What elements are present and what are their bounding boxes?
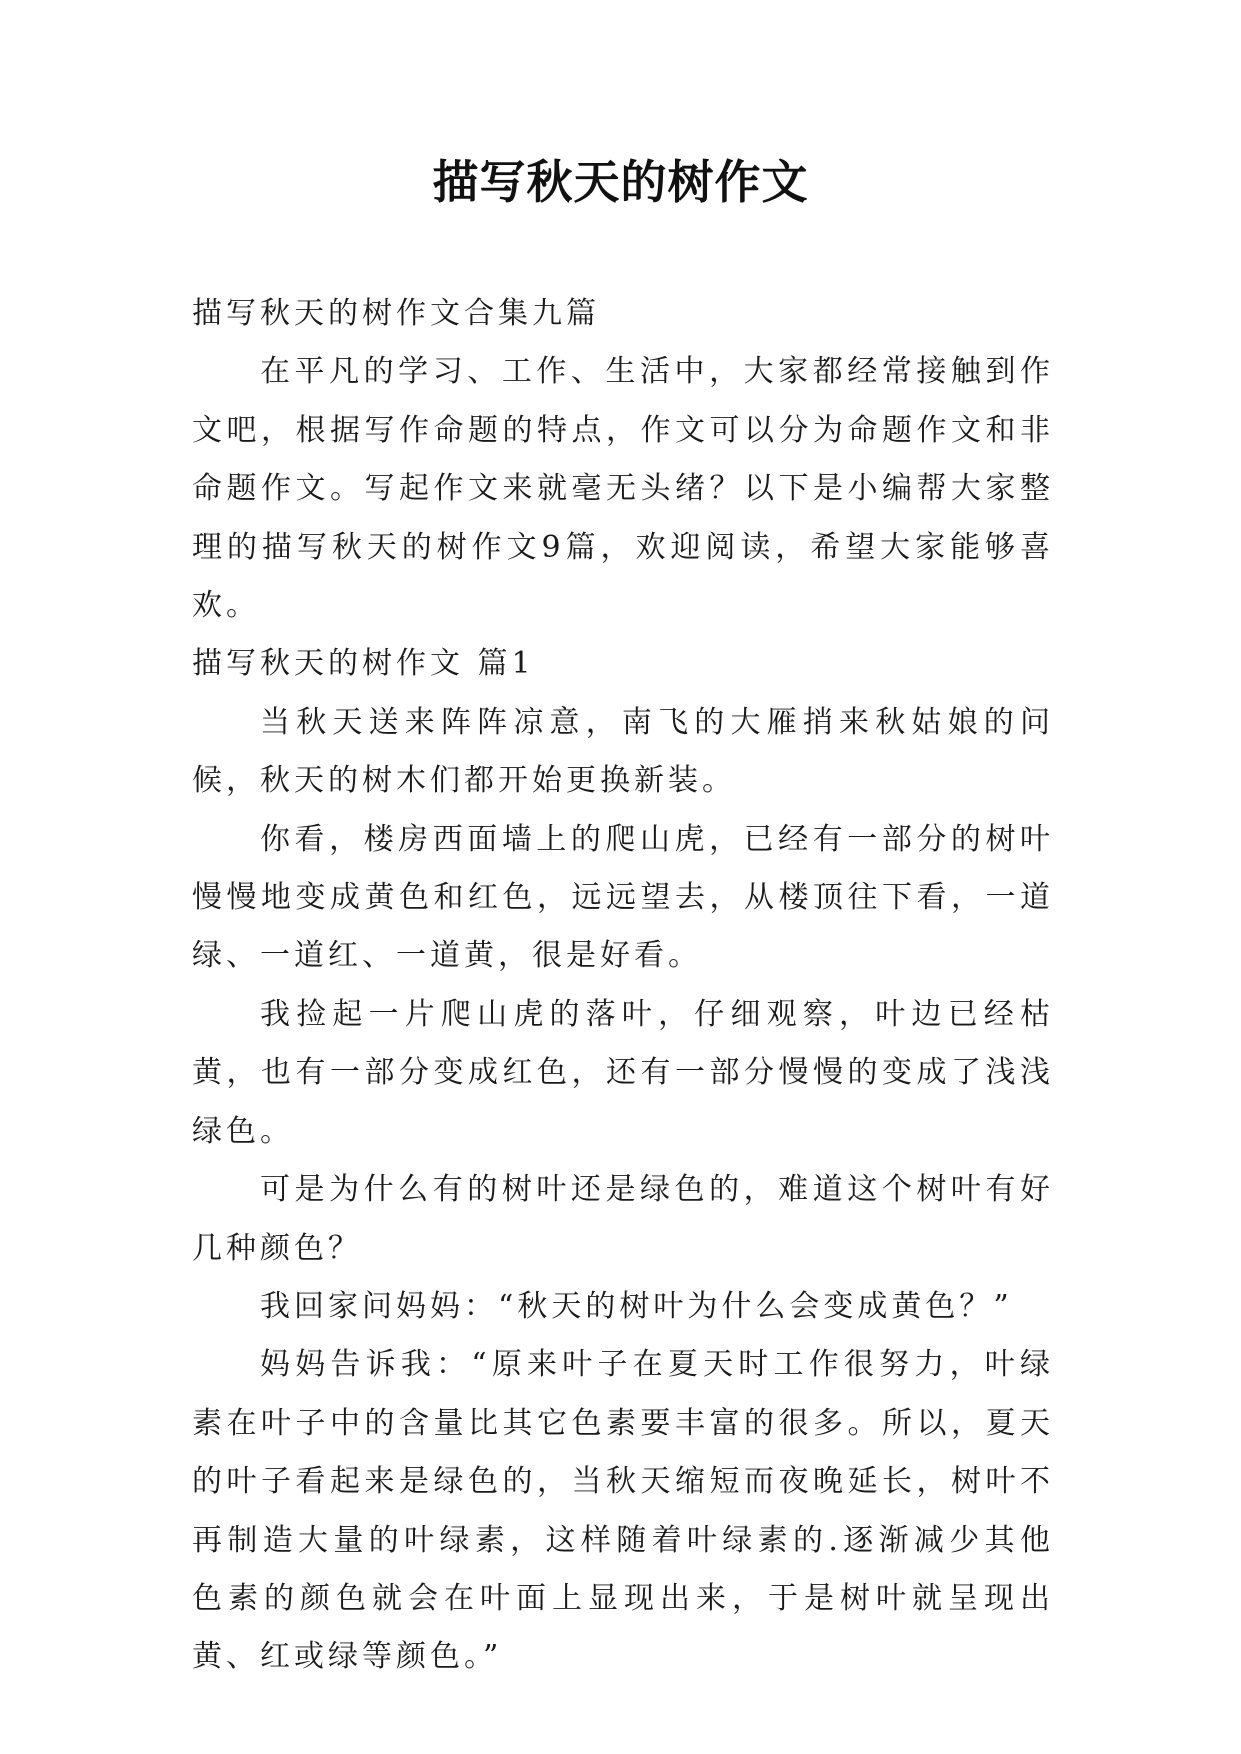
document-title: 描写秋天的树作文: [432, 155, 809, 209]
collection-heading: 描写秋天的树作文合集九篇: [192, 296, 600, 331]
essay-paragraph: 你看，楼房西面墙上的爬山虎，已经有一部分的树叶慢慢地变成黄色和红色，远远望去，从楼顶往下看，一道绿、一道红、一道黄，很是好看。: [192, 821, 1054, 974]
essay-paragraph: 我回家问妈妈：“秋天的树叶为什么会变成黄色？”: [260, 1288, 1013, 1324]
essay-paragraph: 妈妈告诉我：“原来叶子在夏天时工作很努力，叶绿素在叶子中的含量比其它色素要丰富的很多。所以，夏天的叶子看起来是绿色的，当秋天缩短而夜晚延长，树叶不再制造大量的叶绿素，这样随着叶绿素的.逐渐减少其他色素的颜色就会在叶面上显现出来，于是树叶就呈现出黄、红或绿等颜色。”: [192, 1347, 1054, 1675]
document-body: [192, 285, 1054, 1687]
essay-paragraph: 当秋天送来阵阵凉意，南飞的大雁捎来秋姑娘的问候，秋天的树木们都开始更换新装。: [192, 704, 1054, 799]
intro-paragraph: 在平凡的学习、工作、生活中，大家都经常接触到作文吧，根据写作命题的特点，作文可以分为命题作文和非命题作文。写起作文来就毫无头绪？以下是小编帮大家整理的描写秋天的树作文9篇，欢迎阅读，希望大家能够喜欢。: [192, 354, 1054, 624]
essay-1-heading: 描写秋天的树作文 篇1: [192, 646, 535, 682]
essay-paragraph: 我捡起一片爬山虎的落叶，仔细观察，叶边已经枯黄，也有一部分变成红色，还有一部分慢慢的变成了浅浅绿色。: [192, 996, 1054, 1149]
essay-paragraph: 可是为什么有的树叶还是绿色的，难道这个树叶有好几种颜色？: [192, 1172, 1054, 1266]
